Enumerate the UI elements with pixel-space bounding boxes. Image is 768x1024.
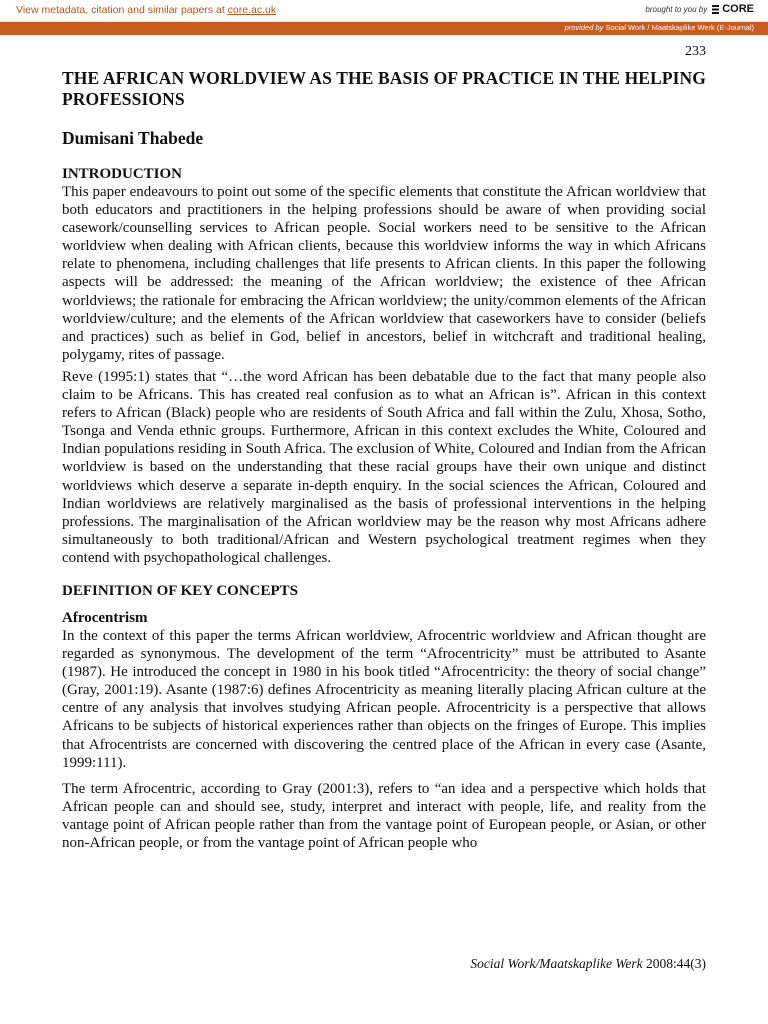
article-title: THE AFRICAN WORLDVIEW AS THE BASIS OF PRACTICE IN THE HELPING PROFESSIONS (62, 68, 706, 109)
afrocentrism-paragraph-2: The term Afrocentric, according to Gray (2001:3), refers to “an idea and a perspective which holds that African people can and should see, study, interpret and interact with people, life, and reality from the vantage point of African people rather than from the vantage point of European people, or Asian, or other non-African people, or from the vantage point of African people who (62, 780, 706, 851)
core-banner (0, 0, 768, 22)
provided-prefix: provided by (564, 23, 604, 32)
core-brand: CORE (722, 3, 754, 15)
provided-source[interactable]: Social Work / Maatskaplike Werk (E-Journal) (605, 23, 754, 32)
provided-by-bar (0, 22, 768, 35)
afrocentrism-paragraph-1: In the context of this paper the terms African worldview, Afrocentric worldview and African thought are regarded as synonymous. The development of the term “Afrocentricity” must be attributed to Asante (1987). He introduced the concept in 1980 in his book titled “Afrocentricity: the theory of social change” (Gray, 2001:19). Asante (1987:6) defines Afrocentricity as meaning literally placing African culture at the centre of any analysis that involves studying African people. Afrocentricity is a perspective that allows Africans to be subjects of historical experiences rather than objects on the fringes of Europe. This implies that Afrocentrists are concerned with discovering the centred place of the African in every case (Asante, 1999:111). (62, 627, 706, 771)
subsection-heading-afrocentrism: Afrocentrism (62, 609, 148, 626)
section-heading-introduction: INTRODUCTION (62, 166, 183, 182)
footer-volume: 2008:44(3) (646, 956, 706, 971)
core-link[interactable]: core.ac.uk (227, 4, 277, 16)
core-logo[interactable] (711, 3, 754, 15)
provided-by-text (565, 23, 754, 32)
intro-paragraph-2: Reve (1995:1) states that “…the word African has been debatable due to the fact that many people also claim to be Africans. This has created real confusion as to what an African is”. African in this context refers to African (Black) people who are residents of South Africa and fall within the Zulu, Xhosa, Sotho, Tsonga and Venda ethnic groups. Furthermore, African in this context excludes the White, Coloured and Indian populations residing in South Africa. The exclusion of White, Coloured and Indian from the African worldview is based on the understanding that these racial groups have their own unique and distinct worldviews which deserve a separate in-depth enquiry. In the social sciences the African, Coloured and Indian worldviews are relatively marginalised as the basis of professional interventions in the helping professions. The marginalisation of the African worldview may be the reason why most Africans adhere simultaneously to both traditional/African and Western psychological treatment regimes when they contend with psychopathological challenges. (62, 368, 706, 566)
page-number: 233 (685, 44, 706, 59)
section-heading-definitions: DEFINITION OF KEY CONCEPTS (62, 582, 299, 599)
article-body (62, 68, 706, 852)
core-logo-icon (711, 4, 720, 15)
intro-paragraph-1: This paper endeavours to point out some of the specific elements that constitute the African worldview that both educators and practitioners in the helping professions should be aware of when providing social casework/counselling services to African people. Social workers need to be sensitive to the African worldview when dealing with African clients, because this worldview informs the way in which Africans relate to phenomena, including challenges that life presents to African clients. In this paper the following aspects will be addressed: the meaning of the African worldview; the existence of thee African worldviews; the rationale for embracing the African worldview; the unity/common elements of the African worldview/culture; and the elements of the African worldview that caseworkers have to consider (beliefs and practices) such as belief in God, belief in ancestors, belief in witchcraft and traditional healing, polygamy, rites of passage. (62, 184, 706, 363)
core-brought-by (645, 3, 754, 15)
brought-by-text: brought to you by (645, 4, 708, 14)
footer-journal: Social Work/Maatskaplike Werk (470, 956, 643, 971)
core-metadata-text (16, 4, 276, 16)
article-author: Dumisani Thabede (62, 128, 204, 148)
page-footer (470, 956, 706, 972)
core-metadata-prefix: View metadata, citation and similar papers at (16, 4, 225, 16)
